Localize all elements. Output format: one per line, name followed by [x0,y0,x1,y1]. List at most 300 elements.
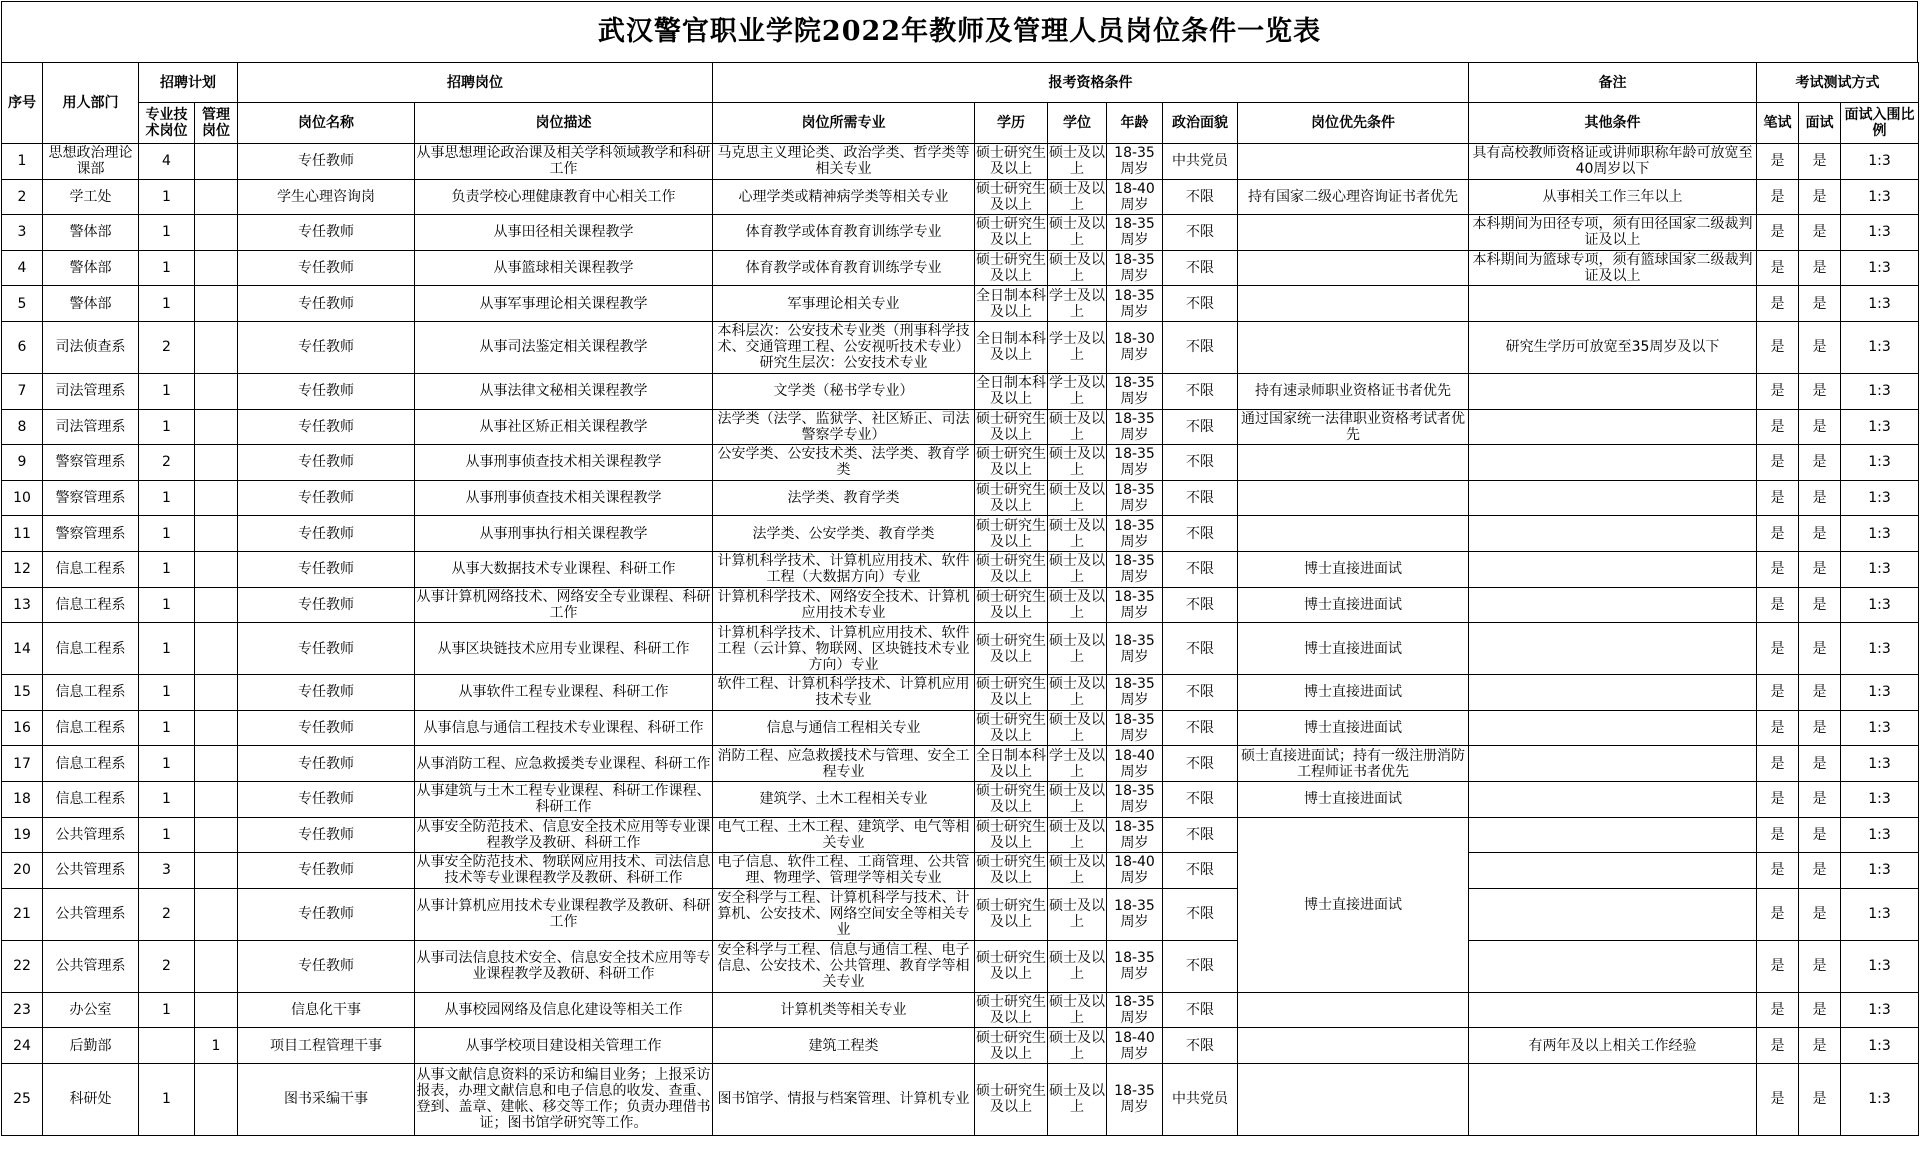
cell-seq: 25 [2,1063,43,1135]
cell-priority [1238,1028,1469,1064]
cell-written: 是 [1757,144,1799,180]
cell-interview: 是 [1799,250,1841,286]
table-row [2,623,1919,675]
cell-seq: 6 [2,321,43,373]
cell-post-desc: 从事军事理论相关课程教学 [415,286,713,322]
cell-age: 18-40周岁 [1107,1028,1163,1064]
cell-mgmt-count [195,445,238,481]
cell-seq: 15 [2,675,43,711]
cell-degree: 硕士及以上 [1049,712,1105,745]
cell-post-desc: 从事软件工程专业课程、科研工作 [415,675,713,711]
cell-mgmt-count [195,179,238,215]
cell-degree: 硕士及以上 [1049,1029,1105,1062]
cell-tech-count: 1 [139,587,195,623]
cell-dept: 警体部 [43,215,139,251]
cell-major: 体育教学或体育教育训练学专业 [713,250,975,286]
cell-dept: 公共管理系 [43,853,139,889]
cell-tech-count: 3 [139,853,195,889]
cell-priority [1238,321,1469,373]
cell-other: 有两年及以上相关工作经验 [1469,1028,1757,1064]
cell-political: 不限 [1163,373,1238,409]
cell-interview: 是 [1799,817,1841,853]
cell-mgmt-count [195,373,238,409]
cell-tech-count: 2 [139,445,195,481]
cell-dept: 后勤部 [43,1028,139,1064]
cell-age: 18-35周岁 [1107,250,1163,286]
cell-ratio: 1:3 [1841,1063,1919,1135]
cell-other [1469,675,1757,711]
cell-other [1469,551,1757,587]
header-written: 笔试 [1757,103,1799,144]
cell-seq: 18 [2,781,43,817]
cell-degree: 学士及以上 [1048,321,1107,373]
cell-age: 18-35周岁 [1107,286,1163,322]
header-other: 其他条件 [1469,103,1757,144]
cell-major: 安全科学与工程、信息与通信工程、电子信息、公安技术、公共管理、教育学等相关专业 [713,940,975,992]
cell-dept: 办公室 [43,992,139,1028]
cell-tech-count: 2 [139,940,195,992]
table-row [2,215,1919,251]
cell-political: 不限 [1163,888,1238,940]
cell-degree: 硕士及以上 [1049,180,1105,213]
cell-age: 18-35周岁 [1107,587,1163,623]
cell-dept: 学工处 [43,179,139,215]
cell-interview: 是 [1799,551,1841,587]
cell-ratio: 1:3 [1841,551,1919,587]
cell-mgmt-count: 1 [195,1028,238,1064]
cell-tech-count: 1 [139,179,195,215]
cell-priority [1238,516,1469,552]
cell-age: 18-30周岁 [1107,321,1163,373]
header-remark: 备注 [1469,63,1757,103]
table-row [2,1028,1919,1064]
cell-ratio: 1:3 [1841,373,1919,409]
cell-major: 计算机科学技术、网络安全技术、计算机应用技术专业 [713,587,975,623]
cell-other: 本科期间为田径专项，须有田径国家二级裁判证及以上 [1469,215,1757,251]
cell-tech-count: 1 [139,675,195,711]
cell-post-desc: 从事司法信息技术安全、信息安全技术应用等专业课程教学及教研、科研工作 [415,940,713,992]
cell-interview: 是 [1799,781,1841,817]
cell-dept: 警察管理系 [43,480,139,516]
cell-written: 是 [1757,888,1799,940]
cell-post-name: 专任教师 [238,516,415,552]
cell-dept: 司法管理系 [43,409,139,445]
cell-seq: 2 [2,179,43,215]
cell-dept: 警察管理系 [43,445,139,481]
cell-mgmt-count [195,623,238,675]
cell-post-name: 信息化干事 [238,992,415,1028]
cell-degree: 硕士及以上 [1049,553,1105,586]
cell-ratio: 1:3 [1841,710,1919,746]
cell-major: 马克思主义理论类、政治学类、哲学类等相关专业 [713,144,975,180]
cell-post-name: 专任教师 [238,781,415,817]
cell-major: 软件工程、计算机科学技术、计算机应用技术专业 [713,675,975,711]
table-row [2,286,1919,322]
cell-post-desc: 从事区块链技术应用专业课程、科研工作 [415,623,713,675]
cell-priority [1238,286,1469,322]
cell-post-desc: 从事社区矫正相关课程教学 [415,409,713,445]
cell-other [1469,286,1757,322]
cell-seq: 5 [2,286,43,322]
header-major: 岗位所需专业 [713,103,975,144]
table-row [2,179,1919,215]
cell-tech-count: 1 [139,286,195,322]
cell-edu: 硕士研究生及以上 [976,993,1046,1026]
cell-major: 法学类、教育学类 [713,480,975,516]
cell-political: 不限 [1163,623,1238,675]
cell-mgmt-count [195,1063,238,1135]
cell-written: 是 [1757,675,1799,711]
cell-major: 文学类（秘书学专业） [713,373,975,409]
cell-tech-count: 1 [139,992,195,1028]
cell-seq: 21 [2,888,43,940]
cell-post-desc: 从事学校项目建设相关管理工作 [415,1028,713,1064]
cell-written: 是 [1757,445,1799,481]
header-edu: 学历 [975,103,1048,144]
cell-edu: 全日制本科及以上 [976,747,1046,780]
cell-edu: 硕士研究生及以上 [975,940,1048,992]
header-plan: 招聘计划 [139,63,238,103]
cell-age: 18-35周岁 [1107,781,1163,817]
cell-edu: 全日制本科及以上 [976,375,1046,408]
cell-age: 18-35周岁 [1107,215,1163,251]
cell-mgmt-count [195,781,238,817]
cell-written: 是 [1757,250,1799,286]
cell-tech-count: 2 [139,321,195,373]
cell-political: 不限 [1163,992,1238,1028]
cell-post-desc: 从事刑事执行相关课程教学 [415,516,713,552]
cell-tech-count: 1 [139,373,195,409]
cell-degree: 硕士及以上 [1049,588,1105,621]
cell-post-name: 项目工程管理干事 [238,1028,415,1064]
cell-priority: 博士直接进面试 [1238,781,1469,817]
cell-age: 18-35周岁 [1107,992,1163,1028]
cell-political: 不限 [1163,746,1238,782]
cell-mgmt-count [195,144,238,180]
cell-seq: 24 [2,1028,43,1064]
cell-edu: 硕士研究生及以上 [976,145,1046,178]
cell-age: 18-35周岁 [1107,710,1163,746]
header-row-1 [2,63,1919,103]
cell-tech-count: 1 [139,215,195,251]
cell-edu: 硕士研究生及以上 [975,888,1048,940]
cell-post-desc: 从事篮球相关课程教学 [415,250,713,286]
cell-written: 是 [1757,373,1799,409]
header-priority: 岗位优先条件 [1238,103,1469,144]
cell-tech-count: 1 [139,817,195,853]
cell-post-name: 专任教师 [238,215,415,251]
cell-post-desc: 从事思想理论政治课及相关学科领域教学和科研工作 [416,145,711,178]
cell-written: 是 [1757,992,1799,1028]
cell-priority [1238,445,1469,481]
cell-seq: 7 [2,373,43,409]
cell-age: 18-35周岁 [1107,940,1163,992]
cell-interview: 是 [1799,445,1841,481]
cell-tech-count: 1 [139,551,195,587]
cell-post-desc: 从事刑事侦查技术相关课程教学 [415,480,713,516]
cell-dept: 司法侦查系 [43,321,139,373]
cell-interview: 是 [1799,373,1841,409]
cell-edu: 硕士研究生及以上 [976,818,1046,851]
header-degree: 学位 [1048,103,1107,144]
cell-political: 不限 [1163,179,1238,215]
cell-post-desc: 从事安全防范技术、信息安全技术应用等专业课程教学及教研、科研工作 [416,818,711,851]
cell-major: 建筑学、土木工程相关专业 [713,781,975,817]
cell-mgmt-count [195,746,238,782]
cell-mgmt-count [195,587,238,623]
cell-seq: 19 [2,817,43,853]
cell-written: 是 [1757,480,1799,516]
cell-seq: 14 [2,623,43,675]
cell-post-name: 专任教师 [238,888,415,940]
header-post: 招聘岗位 [238,63,713,103]
cell-post-desc: 从事计算机网络技术、网络安全专业课程、科研工作 [416,588,711,621]
cell-edu: 硕士研究生及以上 [975,1063,1048,1135]
table-row [2,853,1919,889]
table-row [2,373,1919,409]
cell-degree: 硕士及以上 [1049,446,1105,479]
cell-age: 18-35周岁 [1107,409,1163,445]
cell-post-name: 专任教师 [238,746,415,782]
cell-edu: 全日制本科及以上 [976,287,1046,320]
cell-mgmt-count [195,321,238,373]
cell-other [1469,587,1757,623]
cell-major: 计算机类等相关专业 [713,992,975,1028]
cell-major: 消防工程、应急救援技术与管理、安全工程专业 [713,746,975,782]
cell-major: 法学类（法学、监狱学、社区矫正、司法警察学专业） [713,409,975,445]
header-exam: 考试测试方式 [1757,63,1919,103]
cell-post-name: 专任教师 [238,445,415,481]
cell-post-desc: 从事建筑与土木工程专业课程、科研工作课程、科研工作 [416,783,711,816]
cell-post-name: 专任教师 [238,940,415,992]
cell-dept: 科研处 [43,1063,139,1135]
table-row [2,746,1919,782]
cell-seq: 4 [2,250,43,286]
cell-tech-count: 1 [139,1063,195,1135]
cell-ratio: 1:3 [1841,888,1919,940]
cell-written: 是 [1757,817,1799,853]
cell-ratio: 1:3 [1841,992,1919,1028]
cell-major: 体育教学或体育教育训练学专业 [713,215,975,251]
cell-age: 18-35周岁 [1107,516,1163,552]
cell-interview: 是 [1799,853,1841,889]
cell-post-desc: 负责学校心理健康教育中心相关工作 [415,179,713,215]
cell-seq: 23 [2,992,43,1028]
cell-written: 是 [1757,286,1799,322]
cell-edu: 硕士研究生及以上 [976,180,1046,213]
cell-degree: 硕士及以上 [1049,854,1105,887]
cell-mgmt-count [195,710,238,746]
cell-political: 不限 [1163,675,1238,711]
cell-post-desc: 从事刑事侦查技术相关课程教学 [415,445,713,481]
cell-ratio: 1:3 [1841,409,1919,445]
table-row [2,992,1919,1028]
cell-ratio: 1:3 [1841,179,1919,215]
cell-political: 不限 [1163,817,1238,853]
cell-ratio: 1:3 [1841,321,1919,373]
cell-ratio: 1:3 [1841,215,1919,251]
table-row [2,144,1919,180]
cell-degree: 硕士及以上 [1049,993,1105,1026]
cell-political: 不限 [1163,250,1238,286]
cell-priority: 持有国家二级心理咨询证书者优先 [1238,179,1469,215]
cell-political: 不限 [1163,445,1238,481]
cell-dept: 警体部 [43,250,139,286]
cell-degree: 硕士及以上 [1049,252,1105,285]
table-row [2,321,1919,373]
cell-mgmt-count [195,250,238,286]
cell-mgmt-count [195,409,238,445]
cell-other [1469,445,1757,481]
cell-ratio: 1:3 [1841,445,1919,481]
cell-interview: 是 [1799,321,1841,373]
cell-tech-count: 1 [139,781,195,817]
cell-mgmt-count [195,817,238,853]
cell-tech-count: 1 [139,710,195,746]
cell-seq: 22 [2,940,43,992]
cell-edu: 硕士研究生及以上 [976,676,1046,709]
cell-other [1469,710,1757,746]
cell-other: 研究生学历可放宽至35周岁及以下 [1469,321,1757,373]
cell-degree: 硕士及以上 [1049,145,1105,178]
cell-post-name: 专任教师 [238,551,415,587]
cell-age: 18-35周岁 [1107,817,1163,853]
cell-degree: 硕士及以上 [1049,783,1105,816]
header-post-name: 岗位名称 [238,103,415,144]
cell-ratio: 1:3 [1841,480,1919,516]
cell-tech-count: 1 [139,623,195,675]
cell-interview: 是 [1799,1028,1841,1064]
cell-priority: 博士直接进面试 [1238,587,1469,623]
cell-mgmt-count [195,940,238,992]
cell-political: 不限 [1163,409,1238,445]
cell-other [1469,480,1757,516]
cell-written: 是 [1757,409,1799,445]
cell-ratio: 1:3 [1841,250,1919,286]
cell-interview: 是 [1799,940,1841,992]
cell-major: 建筑工程类 [713,1028,975,1064]
table-row [2,587,1919,623]
table-row [2,675,1919,711]
table-row [2,409,1919,445]
cell-ratio: 1:3 [1841,1028,1919,1064]
cell-interview: 是 [1799,888,1841,940]
cell-other [1469,817,1757,853]
header-qualification: 报考资格条件 [713,63,1469,103]
cell-other [1469,409,1757,445]
cell-priority [1238,215,1469,251]
cell-priority [1238,992,1469,1028]
cell-post-name: 专任教师 [238,286,415,322]
cell-seq: 13 [2,587,43,623]
cell-mgmt-count [195,551,238,587]
cell-edu: 硕士研究生及以上 [976,216,1046,249]
cell-dept: 公共管理系 [43,817,139,853]
cell-degree: 硕士及以上 [1048,940,1107,992]
cell-ratio: 1:3 [1841,675,1919,711]
cell-other [1469,940,1757,992]
cell-age: 18-35周岁 [1107,888,1163,940]
cell-written: 是 [1757,215,1799,251]
cell-interview: 是 [1799,710,1841,746]
cell-priority: 博士直接进面试 [1238,675,1469,711]
cell-tech-count: 1 [139,516,195,552]
cell-political: 不限 [1163,853,1238,889]
cell-edu: 硕士研究生及以上 [976,252,1046,285]
cell-ratio: 1:3 [1841,144,1919,180]
cell-other [1469,781,1757,817]
cell-seq: 3 [2,215,43,251]
cell-interview: 是 [1799,144,1841,180]
cell-dept: 信息工程系 [43,587,139,623]
cell-written: 是 [1757,587,1799,623]
cell-tech-count: 1 [139,409,195,445]
cell-age: 18-35周岁 [1107,675,1163,711]
cell-other [1469,853,1757,889]
cell-written: 是 [1757,781,1799,817]
cell-mgmt-count [195,286,238,322]
header-political: 政治面貌 [1163,103,1238,144]
cell-ratio: 1:3 [1841,623,1919,675]
cell-edu: 硕士研究生及以上 [976,517,1046,550]
cell-dept: 警察管理系 [43,516,139,552]
cell-political: 不限 [1163,940,1238,992]
cell-interview: 是 [1799,1063,1841,1135]
cell-priority [1238,250,1469,286]
cell-priority: 博士直接进面试 [1238,710,1469,746]
header-plan-mgmt: 管理岗位 [195,103,238,144]
cell-major: 图书馆学、情报与档案管理、计算机专业 [713,1063,975,1135]
cell-mgmt-count [195,888,238,940]
header-plan-tech: 专业技术岗位 [139,103,195,144]
cell-seq: 10 [2,480,43,516]
cell-ratio: 1:3 [1841,516,1919,552]
cell-edu: 硕士研究生及以上 [976,1029,1046,1062]
header-seq: 序号 [2,63,43,144]
cell-political: 不限 [1163,480,1238,516]
cell-political: 不限 [1163,321,1238,373]
cell-written: 是 [1757,551,1799,587]
cell-tech-count: 1 [139,746,195,782]
cell-degree: 硕士及以上 [1049,676,1105,709]
cell-degree: 学士及以上 [1049,287,1105,320]
cell-political: 中共党员 [1163,144,1238,180]
cell-written: 是 [1757,179,1799,215]
table-body [2,144,1919,1136]
cell-priority: 持有速录师职业资格证书者优先 [1238,373,1469,409]
cell-other: 从事相关工作三年以上 [1469,179,1757,215]
cell-written: 是 [1757,710,1799,746]
table-row [2,445,1919,481]
positions-table [1,62,1919,1136]
cell-ratio: 1:3 [1841,286,1919,322]
cell-interview: 是 [1799,587,1841,623]
cell-tech-count: 2 [139,888,195,940]
cell-post-name: 图书采编干事 [238,1063,415,1135]
cell-other [1469,373,1757,409]
cell-political: 不限 [1163,215,1238,251]
cell-ratio: 1:3 [1841,746,1919,782]
cell-interview: 是 [1799,480,1841,516]
cell-political: 不限 [1163,587,1238,623]
cell-other [1469,888,1757,940]
cell-mgmt-count [195,992,238,1028]
cell-political: 不限 [1163,286,1238,322]
table-row [2,817,1919,853]
cell-degree: 硕士及以上 [1048,888,1107,940]
cell-interview: 是 [1799,675,1841,711]
cell-written: 是 [1757,516,1799,552]
